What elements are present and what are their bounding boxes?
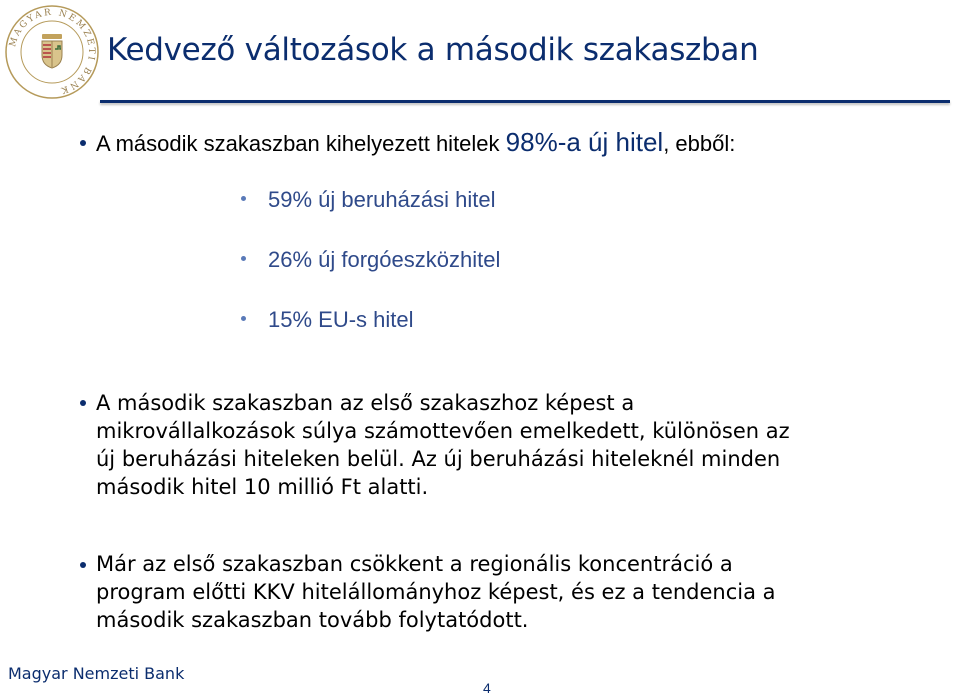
bullet-1-text	[96, 129, 886, 157]
bullet-2-line-2: mikrovállalkozások súlya számottevően emelkedett, különösen az	[96, 419, 790, 443]
bullet-3-line-3: második szakaszban tovább folytatódott.	[96, 608, 529, 632]
bullet-3-line-2: program előtti KKV hitelállományhoz képest, és ez a tendencia a	[96, 580, 776, 604]
footer-bank-name: Magyar Nemzeti Bank	[8, 664, 185, 683]
bullet-dot	[80, 400, 86, 406]
bullet-1-highlight: 98%-a új hitel	[505, 127, 664, 157]
bullet-dot	[80, 562, 86, 568]
subbullet-dot	[241, 316, 246, 321]
bullet-2-line-3: új beruházási hiteleken belül. Az új beruházási hiteleknél minden	[96, 447, 781, 471]
page-number: 4	[483, 680, 491, 696]
bullet-2-line-1: A második szakaszban az első szakaszhoz képest a	[96, 391, 635, 415]
slide-title: Kedvező változások a második szakaszban	[107, 32, 759, 68]
subbullet-dot	[241, 256, 246, 261]
coat-of-arms-icon	[42, 34, 62, 68]
bullet-dot	[80, 140, 86, 146]
logo-ring-text: MAGYAR NEMZETI BANK	[8, 7, 97, 96]
subbullet-dot	[241, 196, 246, 201]
subbullet-3: 15% EU-s hitel	[268, 307, 414, 332]
bullet-1-pre: A második szakaszban kihelyezett hitelek	[96, 131, 506, 156]
bullet-1-post: , ebből:	[663, 131, 736, 156]
bullet-3-line-1: Már az első szakaszban csökkent a regionális koncentráció a	[96, 552, 733, 576]
title-divider	[100, 100, 950, 103]
bullet-2-line-4: második hitel 10 millió Ft alatti.	[96, 475, 429, 499]
subbullet-1: 59% új beruházási hitel	[268, 187, 496, 212]
mnb-logo	[4, 4, 100, 100]
subbullet-2: 26% új forgóeszközhitel	[268, 247, 501, 272]
